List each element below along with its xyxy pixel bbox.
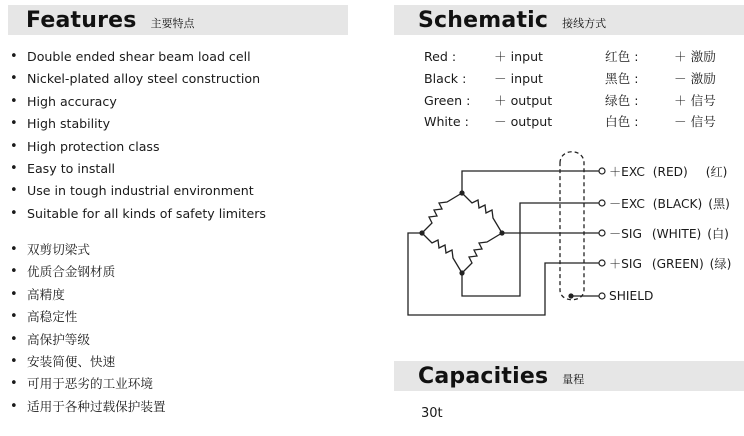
feature-item: • Nickel-plated alloy steel construction: [10, 68, 266, 90]
wire-color-en: White :: [424, 114, 469, 130]
schematic-title: Schematic: [418, 7, 549, 33]
wire-func-cn: － 激励: [674, 70, 716, 86]
resistor-bottom-right: [462, 233, 502, 273]
schematic-subtitle: 接线方式: [562, 17, 607, 30]
wire-red: [462, 171, 602, 193]
wire-func-cn: － 信号: [674, 114, 716, 130]
feature-item-cn: • 安装简便、快速: [10, 351, 166, 373]
wire-func-en: － input: [494, 70, 543, 86]
feature-item: • Double ended shear beam load cell: [10, 46, 266, 68]
feature-item: • Easy to install: [10, 158, 266, 180]
resistor-bottom-left: [422, 233, 462, 273]
wire-color-en: Black :: [424, 70, 467, 86]
terminal-circle: [599, 168, 605, 174]
wire-func-en: ＋ output: [494, 92, 553, 108]
wire-black: [462, 203, 602, 296]
wire-color-en: Red :: [424, 49, 457, 64]
wire-color-cn: 黑色 :: [605, 70, 639, 86]
terminal-circle: [599, 230, 605, 236]
resistor-top-left: [422, 193, 462, 233]
feature-item: • High stability: [10, 113, 266, 135]
terminal-sig-plus: ＋SIG (GREEN) (绿): [609, 257, 732, 271]
terminal-circle: [599, 293, 605, 299]
wire-color-cn: 红色 :: [605, 49, 639, 64]
terminal-shield: SHIELD: [609, 289, 654, 303]
cable-shield-outline: [560, 152, 584, 300]
feature-item-cn: • 高稳定性: [10, 306, 166, 328]
wire-color-cn: 白色 :: [605, 114, 639, 130]
feature-item-cn: • 双剪切梁式: [10, 239, 166, 261]
terminal-exc-minus: －EXC (BLACK) (黑): [609, 197, 730, 211]
capacities-title: Capacities: [418, 363, 549, 389]
wire-func-cn: ＋ 信号: [674, 92, 716, 108]
feature-item: • High accuracy: [10, 91, 266, 113]
feature-item-cn: • 高保护等级: [10, 329, 166, 351]
feature-item: • High protection class: [10, 136, 266, 158]
capacity-value: 30t: [421, 406, 443, 421]
resistor-top-right: [462, 193, 502, 233]
capacities-subtitle: 量程: [562, 373, 585, 386]
terminal-circle: [599, 200, 605, 206]
wire-color-en: Green :: [424, 92, 471, 108]
feature-item: • Use in tough industrial environment: [10, 180, 266, 202]
capacities-header: [394, 361, 744, 391]
features-title: Features: [26, 7, 137, 33]
feature-item-cn: • 优质合金钢材质: [10, 261, 166, 283]
terminal-exc-plus: ＋EXC (RED) (红): [609, 165, 728, 179]
wire-func-cn: ＋ 激励: [674, 49, 716, 64]
wire-func-en: ＋ input: [494, 49, 543, 64]
feature-item-cn: • 高精度: [10, 284, 166, 306]
feature-item-cn: • 适用于各种过载保护装置: [10, 396, 166, 418]
features-subtitle: 主要特点: [150, 17, 195, 30]
terminal-sig-minus: －SIG (WHITE) (白): [609, 227, 729, 241]
terminal-circle: [599, 260, 605, 266]
feature-item: • Suitable for all kinds of safety limiters: [10, 203, 266, 225]
feature-item-cn: • 可用于恶劣的工业环境: [10, 373, 166, 395]
wire-color-cn: 绿色 :: [605, 92, 639, 108]
wire-func-en: － output: [494, 114, 553, 130]
wire-green: [408, 233, 602, 315]
